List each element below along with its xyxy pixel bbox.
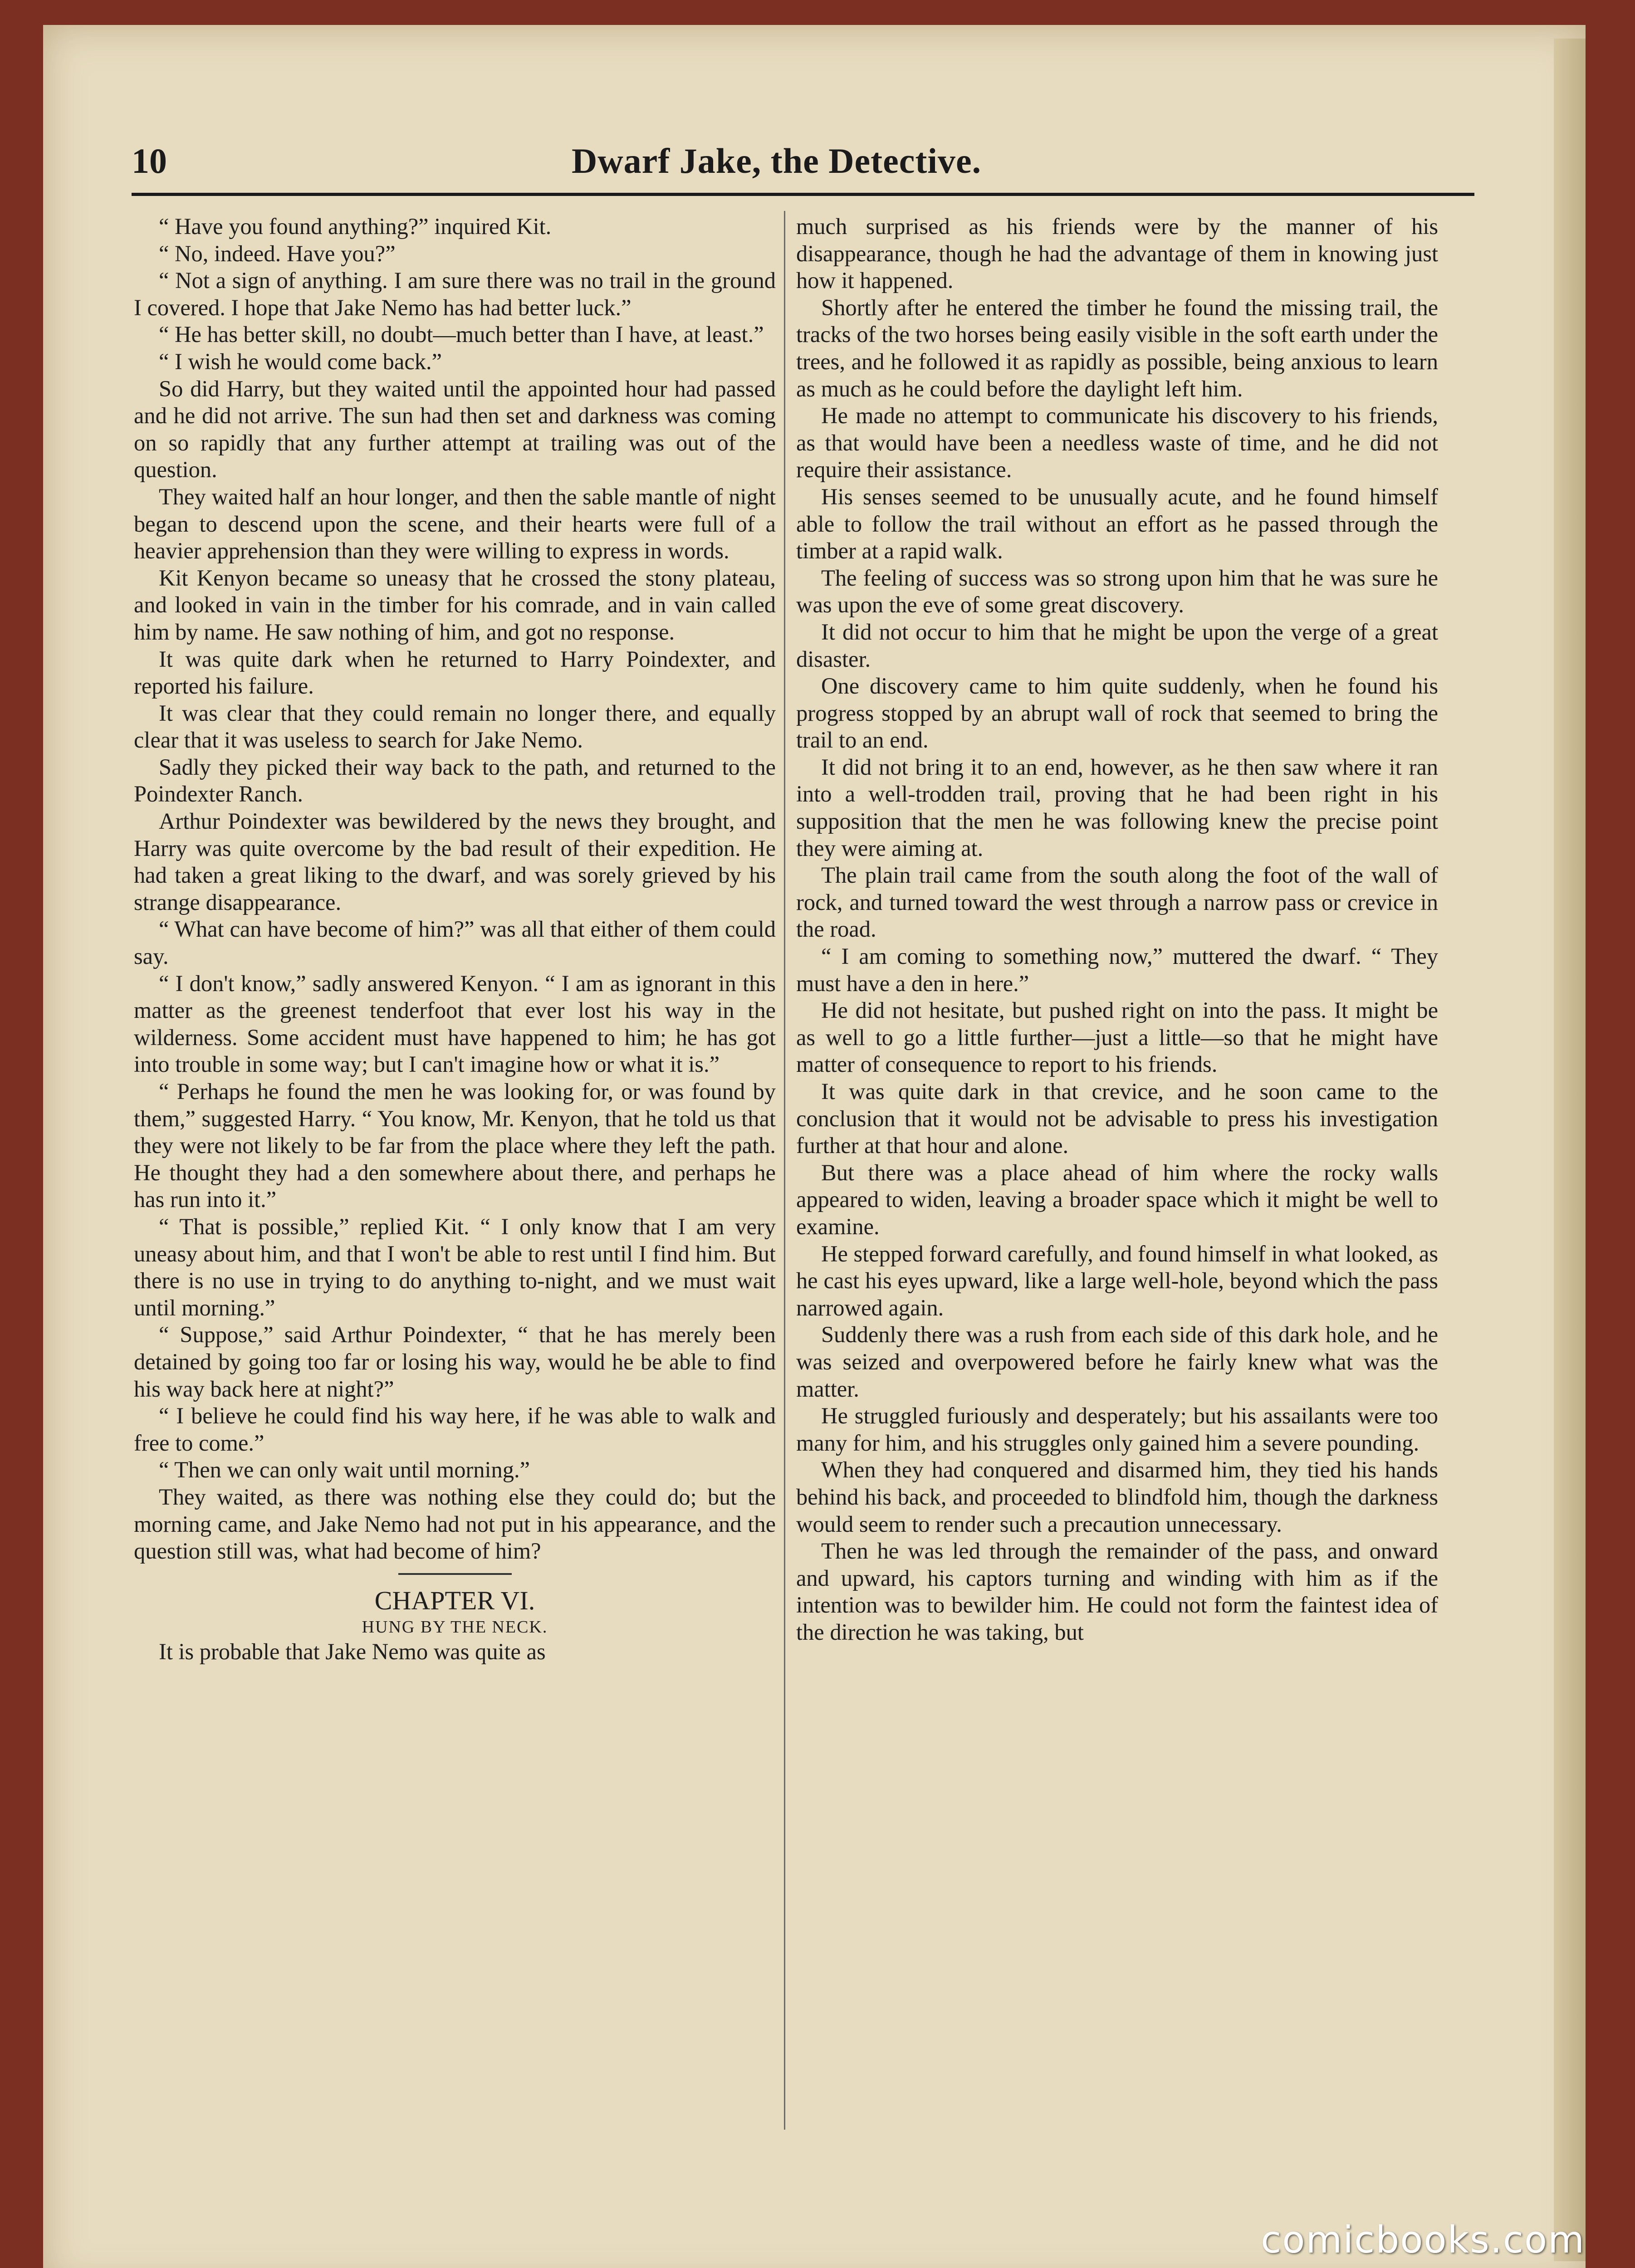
paragraph: “ I don't know,” sadly answered Kenyon. “ I am as ignorant in this matter as the greenest tenderfoot that ever lost his way in the wilderness. Some accident must have happened to him; he has got into trouble in some way; but I can't imagine how or what it is.” xyxy=(134,970,776,1077)
watermark: comicbooks.com xyxy=(1261,2219,1585,2262)
paragraph: “ He has better skill, no doubt—much better than I have, at least.” xyxy=(159,322,764,347)
running-title: Dwarf Jake, the Detective. xyxy=(572,141,982,181)
paragraph: “ No, indeed. Have you?” xyxy=(159,240,396,266)
paragraph: The feeling of success was so strong upon him that he was sure he was upon the eve of some great discovery. xyxy=(796,565,1438,618)
chapter-subtitle: HUNG BY THE NECK. xyxy=(362,1617,548,1637)
paragraph: Kit Kenyon became so uneasy that he crossed the stony plateau, and looked in vain in the timber for his comrade, and in vain called him by name. He saw nothing of him, and got no response. xyxy=(134,565,776,645)
paragraph: One discovery came to him quite suddenly, when he found his progress stopped by an abrupt wall of rock that seemed to bring the trail to an end. xyxy=(796,673,1438,753)
paragraph: “ What can have become of him?” was all that either of them could say. xyxy=(134,916,776,969)
paragraph: It was clear that they could remain no longer there, and equally clear that it was useless to search for Jake Nemo. xyxy=(134,700,776,753)
paragraph: “ Then we can only wait until morning.” xyxy=(159,1457,530,1483)
paragraph: He made no attempt to communicate his discovery to his friends, as that would have been a needless waste of time, and he did not require their assistance. xyxy=(796,403,1438,483)
chapter-title: CHAPTER VI. xyxy=(374,1585,535,1615)
page-edge xyxy=(1554,39,1586,2261)
header-rule xyxy=(132,193,1474,196)
paragraph: Then he was led through the remainder of the pass, and onward and upward, his captors turning and winding with him as if the intention was to bewilder him. He could not form the faintest idea of the direction he was taking, but xyxy=(796,1538,1438,1645)
paragraph: “ I wish he would come back.” xyxy=(159,348,442,374)
page-header xyxy=(132,136,1474,191)
paragraph: It was quite dark in that crevice, and he soon came to the conclusion that it would not be advisable to press his investigation further at that hour and alone. xyxy=(796,1079,1438,1158)
page-number: 10 xyxy=(132,141,167,181)
chapter-opening: It is probable that Jake Nemo was quite as xyxy=(159,1638,546,1664)
paragraph: Shortly after he entered the timber he found the missing trail, the tracks of the two horses being easily visible in the soft earth under the trees, and he followed it as rapidly as possible, being anxious to learn as much as he could before the daylight left him. xyxy=(796,294,1438,401)
chapter-separator xyxy=(398,1573,512,1575)
right-column xyxy=(796,213,1438,1646)
paragraph: It did not occur to him that he might be upon the verge of a great disaster. xyxy=(796,619,1438,672)
paragraph: “ That is possible,” replied Kit. “ I only know that I am very uneasy about him, and that I won't be able to rest until I find him. But there is no use in trying to do anything to-night, and we must wait until morning.” xyxy=(134,1213,776,1320)
paragraph: He did not hesitate, but pushed right on into the pass. It might be as well to go a little further—just a little—so that he might have matter of consequence to report to his friends. xyxy=(796,997,1438,1077)
column-divider xyxy=(784,211,785,2130)
paragraph: They waited, as there was nothing else they could do; but the morning came, and Jake Nemo had not put in his appearance, and the question still was, what had become of him? xyxy=(134,1484,776,1564)
paragraph: “ Not a sign of anything. I am sure there was no trail in the ground I covered. I hope that Jake Nemo has had better luck.” xyxy=(134,268,776,320)
paragraph: They waited half an hour longer, and then the sable mantle of night began to descend upon the scene, and their hearts were full of a heavier apprehension than they were willing to express in words. xyxy=(134,484,776,564)
paragraph: much surprised as his friends were by the manner of his disappearance, though he had the advantage of them in knowing just how it happened. xyxy=(796,214,1438,293)
paragraph: Suddenly there was a rush from each side of this dark hole, and he was seized and overpowered before he fairly knew what was the matter. xyxy=(796,1322,1438,1402)
paragraph: “ Suppose,” said Arthur Poindexter, “ that he has merely been detained by going too far or losing his way, would he be able to find his way back here at night?” xyxy=(134,1322,776,1402)
paragraph: “ Perhaps he found the men he was looking for, or was found by them,” suggested Harry. “ You know, Mr. Kenyon, that he told us that they were not likely to be far from the place where they left the path. He thought they had a den somewhere about there, and perhaps he has run into it.” xyxy=(134,1079,776,1212)
paragraph: So did Harry, but they waited until the appointed hour had passed and he did not arrive. The sun had then set and darkness was coming on so rapidly that any further attempt at trailing was out of the question. xyxy=(134,376,776,483)
paragraph: He stepped forward carefully, and found himself in what looked, as he cast his eyes upward, like a large well-hole, beyond which the pass narrowed again. xyxy=(796,1241,1438,1320)
paragraph: It was quite dark when he returned to Harry Poindexter, and reported his failure. xyxy=(134,646,776,699)
paragraph: Sadly they picked their way back to the path, and returned to the Poindexter Ranch. xyxy=(134,754,776,807)
paragraph: His senses seemed to be unusually acute, and he found himself able to follow the trail without an effort as he passed through the timber at a rapid walk. xyxy=(796,484,1438,564)
paragraph: He struggled furiously and desperately; but his assailants were too many for him, and his struggles only gained him a severe pounding. xyxy=(796,1403,1438,1456)
paragraph: When they had conquered and disarmed him, they tied his hands behind his back, and proceeded to blindfold him, though the darkness would seem to render such a precaution unnecessary. xyxy=(796,1457,1438,1537)
paragraph: “ Have you found anything?” inquired Kit. xyxy=(159,214,552,239)
paragraph: But there was a place ahead of him where the rocky walls appeared to widen, leaving a broader space which it might be well to examine. xyxy=(796,1159,1438,1239)
paragraph: The plain trail came from the south along the foot of the wall of rock, and turned toward the west through a narrow pass or crevice in the road. xyxy=(796,862,1438,942)
paragraph: “ I believe he could find his way here, if he was able to walk and free to come.” xyxy=(134,1403,776,1456)
paragraph: “ I am coming to something now,” muttered the dwarf. “ They must have a den in here.” xyxy=(796,943,1438,996)
left-column xyxy=(134,213,776,1665)
paragraph: It did not bring it to an end, however, as he then saw where it ran into a well-trodden trail, proving that he had been right in his supposition that the men he was following knew the precise point they were aiming at. xyxy=(796,754,1438,861)
paragraph: Arthur Poindexter was bewildered by the news they brought, and Harry was quite overcome by the bad result of their expedition. He had taken a great liking to the dwarf, and was sorely grieved by his strange disappearance. xyxy=(134,808,776,915)
